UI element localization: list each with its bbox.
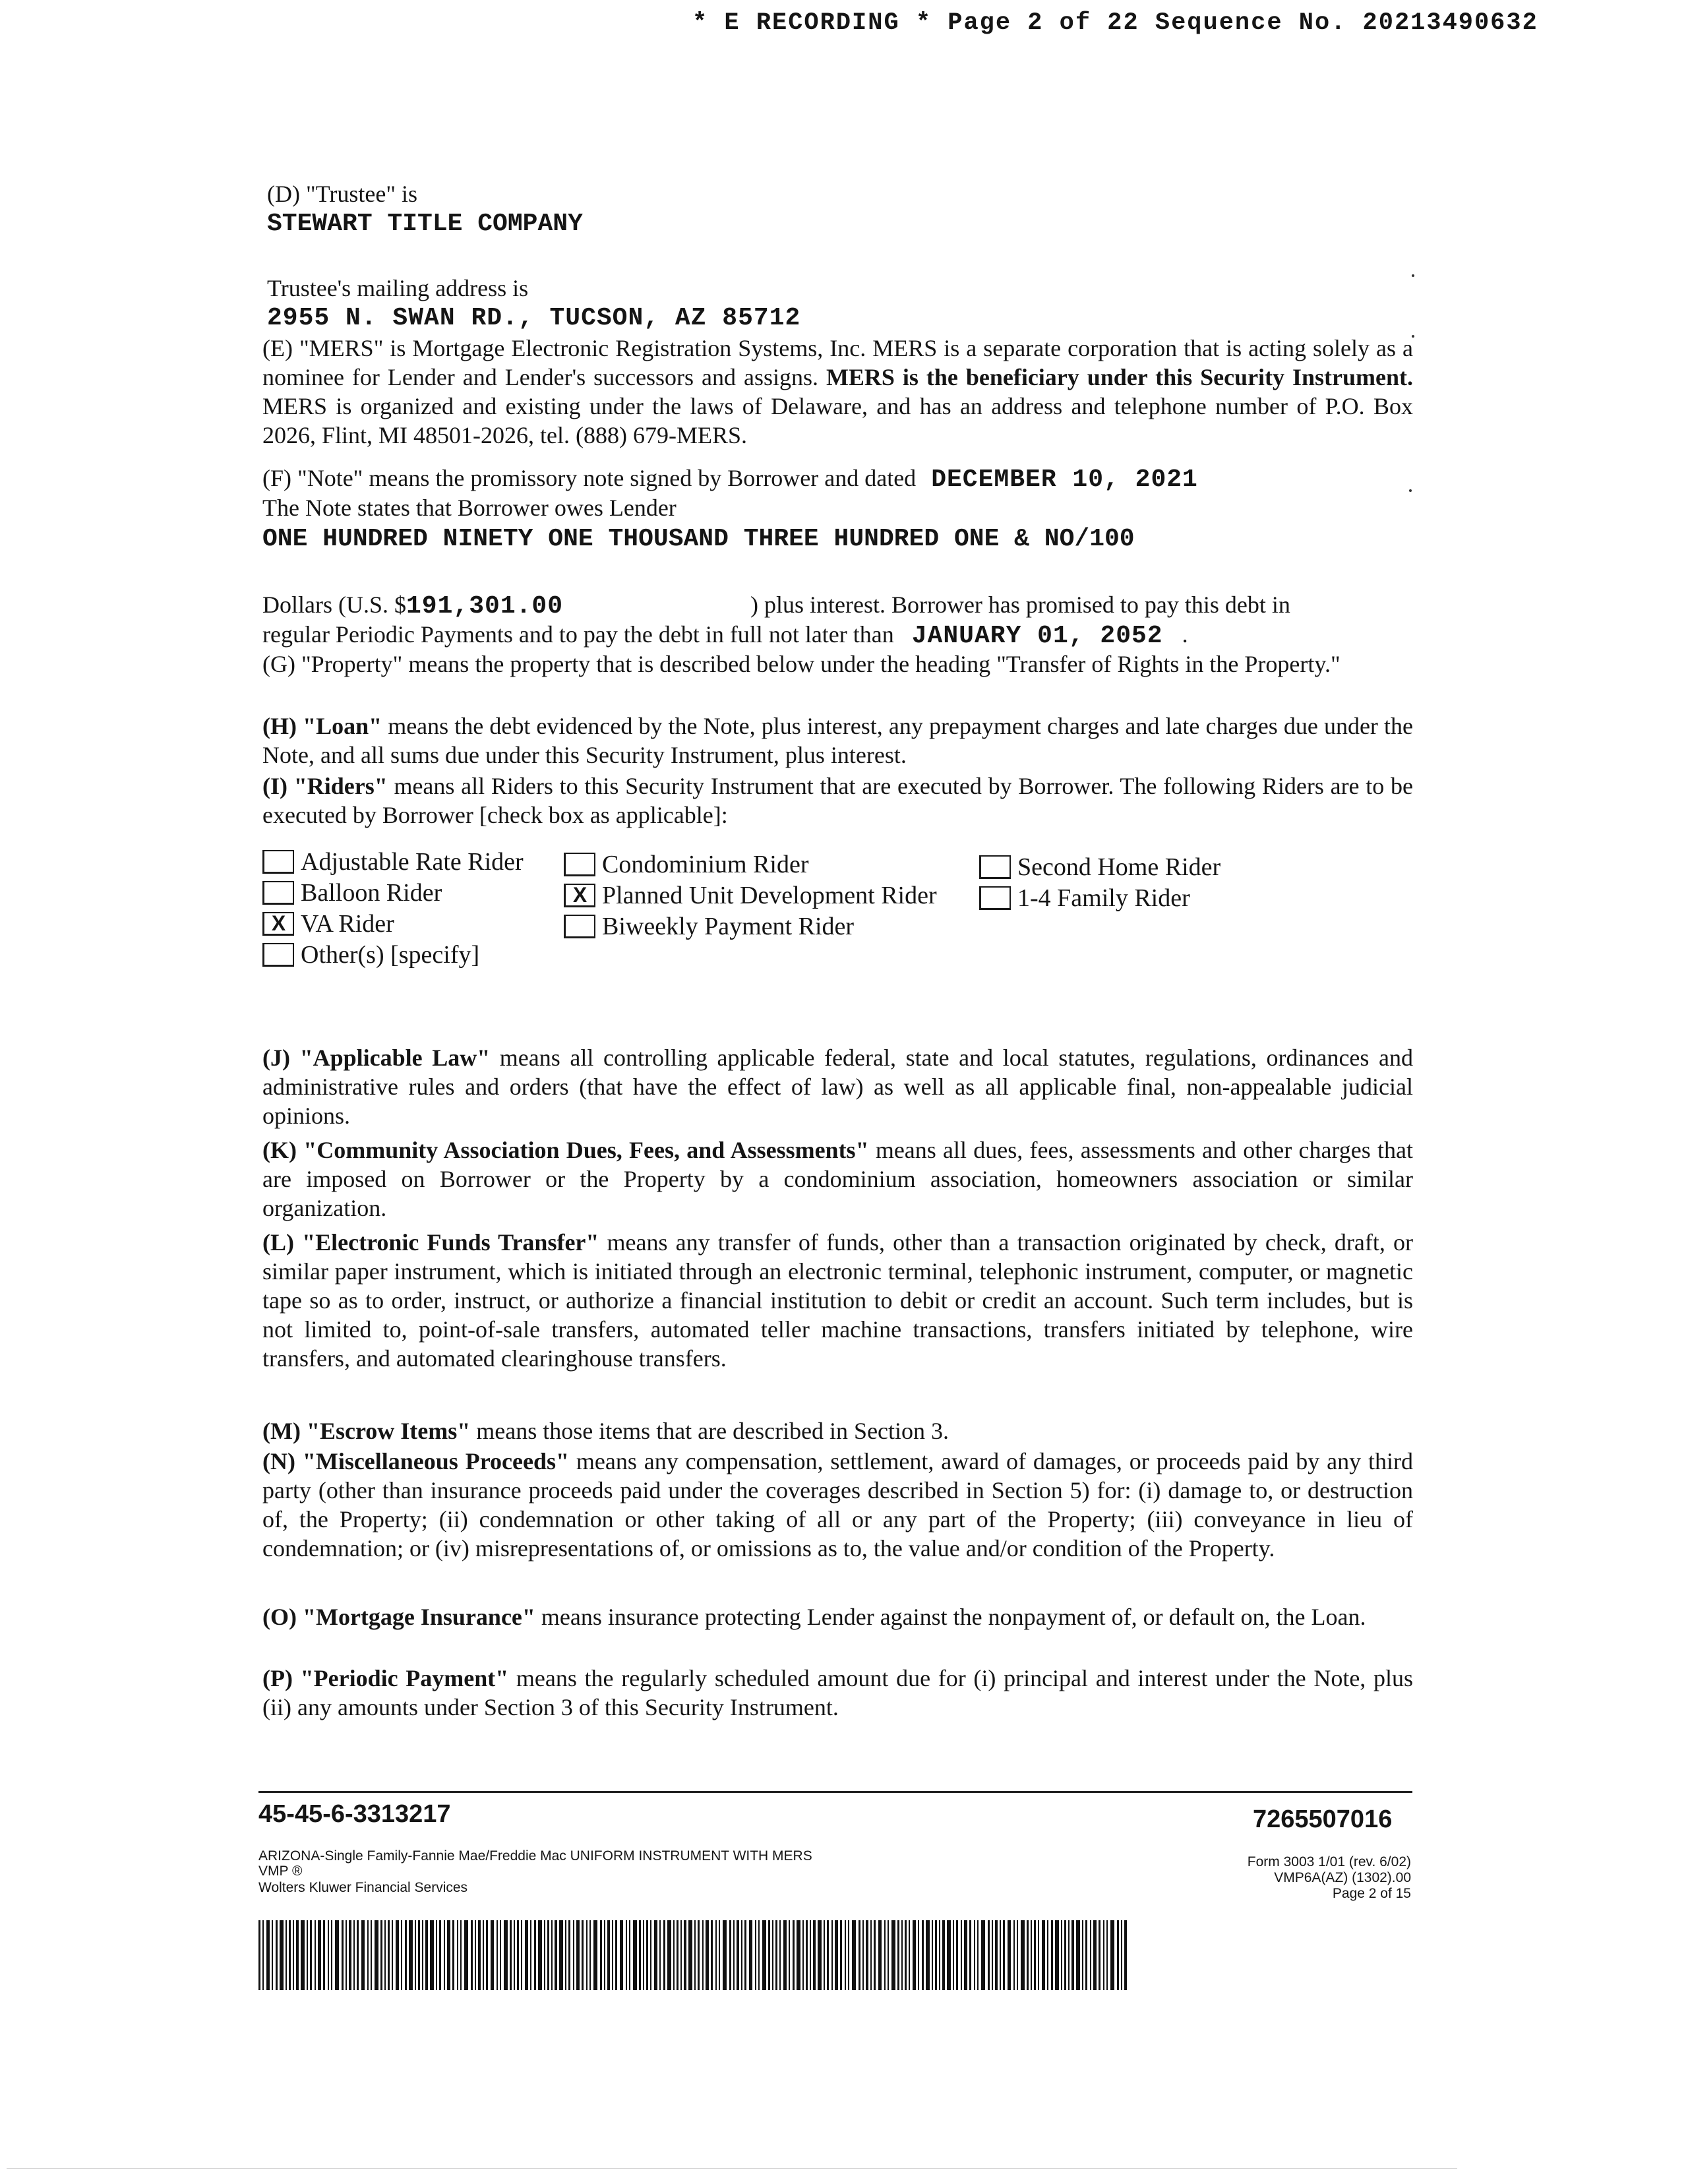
barcode-bar (698, 1920, 700, 1990)
barcode-bar (981, 1920, 985, 1990)
trustee-name: STEWART TITLE COMPANY (267, 210, 583, 238)
rider-label: Second Home Rider (1017, 853, 1221, 881)
barcode-bar (831, 1920, 833, 1990)
barcode-bar (888, 1920, 889, 1990)
barcode-bar (258, 1920, 260, 1990)
barcode-bar (870, 1920, 872, 1990)
barcode-bar (1103, 1920, 1104, 1990)
barcode-bar (1051, 1920, 1053, 1990)
mers-text-suffix: MERS is organized and existing under the laws of Delaware, and has an address and telephone number of P.O. Box 2026, Flint, MI 48501-2026, tel. (888) 679-MERS. (262, 393, 1413, 448)
barcode-bar (762, 1920, 766, 1990)
riders-definition (262, 772, 1413, 830)
checkbox-second-home[interactable] (979, 855, 1011, 879)
barcode-bar (684, 1920, 686, 1990)
barcode-bar (711, 1920, 713, 1990)
barcode-bar (667, 1920, 671, 1990)
barcode-bar (874, 1920, 876, 1990)
barcode-bar (1071, 1920, 1074, 1990)
barcode-bar (1042, 1920, 1045, 1990)
barcode-bar (586, 1920, 588, 1990)
barcode-bar (744, 1920, 746, 1990)
definition-text: means any compensation, settlement, award of damages, or proceeds paid by any third party (other than insurance proceeds paid under the coverages described in Section 5) for: (i) damage to, or destruction of, the Property; (ii) condemnation or other taking of all or any part of the Property; (iii) conveyance in lieu of condemnation; or (iv) misrepresentations of, or omissions as to, the value and/or condition of the Property. (262, 1448, 1414, 1562)
barcode-bar (715, 1920, 717, 1990)
barcode-bar (510, 1920, 512, 1990)
rider-adjustable-rate[interactable] (262, 847, 524, 877)
definition-label: (M) "Escrow Items" (262, 1418, 471, 1444)
barcode-bar (797, 1920, 800, 1990)
barcode-bar (475, 1920, 476, 1990)
footer-instrument-line3: Wolters Kluwer Financial Services (258, 1880, 468, 1895)
barcode-bar (500, 1920, 501, 1990)
loan-label: (H) "Loan" (262, 713, 382, 739)
definition-applicable-law (262, 1043, 1413, 1130)
mers-text-prefix: (E) "MERS" is Mortgage Electronic Registration Systems, Inc. MERS is a separate corporation that is acting solely as a nominee for Lender and Lender's successors and assigns. (262, 335, 1413, 390)
barcode-bar (517, 1920, 519, 1990)
barcode-bar (737, 1920, 739, 1990)
definition-text: means all controlling applicable federal, state and local statutes, regulations, ordinances and administrative rules and orders (that have the effect of law) as well as all applicable final, non-appealable judicial opinions. (262, 1045, 1414, 1129)
checkbox-condominium[interactable] (564, 853, 595, 876)
barcode-bar (806, 1920, 808, 1990)
note-dollars-prefix: Dollars (U.S. $ (262, 592, 406, 618)
barcode-bar (901, 1920, 903, 1990)
barcode-bar (1061, 1920, 1062, 1990)
barcode-bar (977, 1920, 979, 1990)
barcode-bar (768, 1920, 770, 1990)
barcode-bar (793, 1920, 795, 1990)
barcode-bar (758, 1920, 760, 1990)
barcode-bar (840, 1920, 842, 1990)
barcode-bar (262, 1920, 264, 1990)
definition-label: (P) "Periodic Payment" (262, 1665, 509, 1691)
barcode-bar (1047, 1920, 1048, 1990)
note-states: The Note states that Borrower owes Lender (262, 495, 677, 521)
definition-label: (J) "Applicable Law" (262, 1045, 491, 1071)
barcode-bar (706, 1920, 709, 1990)
barcode-bar (1124, 1920, 1127, 1990)
barcode-bar (969, 1920, 971, 1990)
mers-beneficiary-statement: MERS is the beneficiary under this Security Instrument. (826, 364, 1414, 390)
barcode-bar (779, 1920, 781, 1990)
barcode-bar (845, 1920, 846, 1990)
footer-form-line3: Page 2 of 15 (1332, 1886, 1411, 1901)
document-barcode (258, 1920, 1135, 1990)
barcode-bar (953, 1920, 954, 1990)
barcode-bar (430, 1920, 434, 1990)
note-amount: 191,301.00 (406, 592, 564, 621)
note-prefix: (F) "Note" means the promissory note signed by Borrower and dated (262, 465, 917, 491)
barcode-bar (353, 1920, 355, 1990)
barcode-bar (534, 1920, 536, 1990)
barcode-bar (789, 1920, 790, 1990)
barcode-bar (719, 1920, 720, 1990)
definition-text: means insurance protecting Lender against the nonpayment of, or default on, the Loan. (535, 1604, 1366, 1630)
barcode-bar (392, 1920, 393, 1990)
barcode-bar (897, 1920, 899, 1990)
barcode-bar (604, 1920, 605, 1990)
rider-other[interactable] (262, 940, 479, 970)
barcode-bar (1121, 1920, 1122, 1990)
note-payments-line: regular Periodic Payments and to pay the debt in full not later than JANUARY 01, 2052 . (262, 621, 1188, 650)
barcode-bar (272, 1920, 273, 1990)
checkbox-adjustable-rate[interactable] (262, 850, 294, 874)
barcode-bar (318, 1920, 321, 1990)
barcode-bar (992, 1920, 993, 1990)
barcode-bar (491, 1920, 494, 1990)
barcode-bar (280, 1920, 284, 1990)
barcode-bar (310, 1920, 312, 1990)
rider-label: Condominium Rider (602, 851, 809, 878)
footer-instrument-line2: VMP ® (258, 1864, 303, 1879)
barcode-bar (464, 1920, 468, 1990)
barcode-bar (862, 1920, 864, 1990)
barcode-bar (824, 1920, 825, 1990)
barcode-bar (810, 1920, 811, 1990)
barcode-bar (1082, 1920, 1083, 1990)
barcode-bar (576, 1920, 580, 1990)
barcode-bar (346, 1920, 347, 1990)
barcode-bar (555, 1920, 557, 1990)
barcode-bar (680, 1920, 682, 1990)
barcode-bar (654, 1920, 657, 1990)
checkbox-va[interactable]: X (262, 912, 294, 936)
definition-text: means all dues, fees, assessments and other charges that are imposed on Borrower or the Property by a condominium association, homeowners association or similar organization. (262, 1137, 1413, 1221)
barcode-bar (620, 1920, 623, 1990)
barcode-bar (749, 1920, 752, 1990)
barcode-bar (388, 1920, 390, 1990)
barcode-bar (1034, 1920, 1036, 1990)
barcode-bar (848, 1920, 849, 1990)
barcode-bar (626, 1920, 627, 1990)
barcode-bar (859, 1920, 860, 1990)
barcode-bar (775, 1920, 777, 1990)
barcode-bar (425, 1920, 428, 1990)
barcode-bar (401, 1920, 402, 1990)
note-amount-words: ONE HUNDRED NINETY ONE THOUSAND THREE HUNDRED ONE & NO/100 (262, 525, 1135, 553)
barcode-bar (905, 1920, 907, 1990)
barcode-bar (361, 1920, 365, 1990)
barcode-bar (1110, 1920, 1114, 1990)
rider-va[interactable] (262, 909, 394, 939)
barcode-bar (884, 1920, 886, 1990)
barcode-bar (688, 1920, 692, 1990)
footer-form-line1: Form 3003 1/01 (rev. 6/02) (1247, 1854, 1411, 1869)
barcode-bar (296, 1920, 299, 1990)
loan-text: means the debt evidenced by the Note, plus interest, any prepayment charges and late charges due under the Note, and all sums due under this Security Instrument, plus interest. (262, 713, 1414, 768)
barcode-bar (926, 1920, 930, 1990)
trustee-address-label: Trustee's mailing address is (267, 275, 529, 301)
loan-definition (262, 712, 1413, 770)
definition-mortgage-insurance (262, 1602, 1413, 1631)
barcode-bar (974, 1920, 975, 1990)
barcode-bar (964, 1920, 967, 1990)
barcode-bar (1093, 1920, 1097, 1990)
barcode-bar (988, 1920, 990, 1990)
barcode-bar (659, 1920, 661, 1990)
barcode-bar (593, 1920, 597, 1990)
barcode-bar (547, 1920, 549, 1990)
barcode-bar (486, 1920, 488, 1990)
definition-escrow-items (262, 1416, 1413, 1445)
barcode-bar (483, 1920, 484, 1990)
barcode-bar (514, 1920, 515, 1990)
barcode-bar (755, 1920, 756, 1990)
barcode-bar (673, 1920, 675, 1990)
note-maturity-date: JANUARY 01, 2052 (911, 622, 1163, 650)
property-text: (G) "Property" means the property that is described below under the heading "Transfer of Rights in the Property." (262, 651, 1341, 677)
barcode-bar (935, 1920, 937, 1990)
barcode-bar (633, 1920, 637, 1990)
barcode-bar (1008, 1920, 1011, 1990)
note-dollars-suffix: ) plus interest. Borrower has promised to pay this debt in (750, 592, 1290, 618)
barcode-bar (478, 1920, 481, 1990)
barcode-bar (538, 1920, 542, 1990)
barcode-bar (1085, 1920, 1087, 1990)
definition-periodic-payment (262, 1664, 1413, 1722)
rider-label: Planned Unit Development Rider (602, 882, 937, 909)
barcode-bar (328, 1920, 329, 1990)
barcode-bar (380, 1920, 382, 1990)
barcode-bar (1099, 1920, 1100, 1990)
checkbox-planned-unit-development[interactable]: X (564, 884, 595, 907)
rider-condominium[interactable] (564, 849, 809, 880)
barcode-bar (589, 1920, 591, 1990)
barcode-bar (1027, 1920, 1029, 1990)
barcode-bar (918, 1920, 919, 1990)
barcode-bar (1064, 1920, 1066, 1990)
barcode-bar (1055, 1920, 1059, 1990)
barcode-bar (349, 1920, 351, 1990)
scan-dot (1412, 274, 1414, 277)
definition-label: (L) "Electronic Funds Transfer" (262, 1229, 599, 1256)
rider-1-4-family[interactable] (979, 883, 1190, 913)
barcode-bar (497, 1920, 498, 1990)
barcode-bar (1068, 1920, 1070, 1990)
barcode-bar (573, 1920, 574, 1990)
barcode-bar (723, 1920, 727, 1990)
recording-header: * E RECORDING * Page 2 of 22 Sequence No. 20213490632 (692, 9, 1538, 37)
rider-label: Balloon Rider (301, 879, 442, 907)
barcode-bar (772, 1920, 773, 1990)
barcode-bar (323, 1920, 325, 1990)
barcode-bar (650, 1920, 651, 1990)
barcode-bar (331, 1920, 332, 1990)
barcode-bar (565, 1920, 566, 1990)
barcode-bar (852, 1920, 856, 1990)
definition-label: (K) "Community Association Dues, Fees, and Assessments" (262, 1137, 869, 1163)
barcode-bar (551, 1920, 553, 1990)
barcode-bar (293, 1920, 294, 1990)
scan-dot (1409, 489, 1412, 492)
barcode-bar (600, 1920, 602, 1990)
barcode-bar (367, 1920, 369, 1990)
barcode-bar (783, 1920, 787, 1990)
property-definition (262, 650, 1413, 679)
rider-planned-unit-development[interactable] (564, 880, 937, 911)
footer-instrument-line1: ARIZONA-Single Family-Fannie Mae/Freddie Mac UNIFORM INSTRUMENT WITH MERS (258, 1848, 812, 1864)
rider-balloon[interactable] (262, 878, 442, 908)
barcode-bar (729, 1920, 731, 1990)
rider-label: Adjustable Rate Rider (301, 848, 524, 876)
footer-rule (258, 1791, 1412, 1793)
barcode-bar (409, 1920, 413, 1990)
barcode-bar (1076, 1920, 1080, 1990)
barcode-bar (663, 1920, 665, 1990)
barcode-bar (289, 1920, 291, 1990)
barcode-bar (521, 1920, 522, 1990)
barcode-bar (307, 1920, 308, 1990)
trustee-address: 2955 N. SWAN RD., TUCSON, AZ 85712 (267, 304, 801, 332)
barcode-bar (375, 1920, 378, 1990)
barcode-bar (629, 1920, 630, 1990)
barcode-bar (956, 1920, 958, 1990)
barcode-bar (1003, 1920, 1005, 1990)
barcode-bar (922, 1920, 924, 1990)
barcode-bar (1090, 1920, 1091, 1990)
barcode-bar (544, 1920, 545, 1990)
barcode-bar (942, 1920, 945, 1990)
barcode-bar (878, 1920, 882, 1990)
barcode-bar (677, 1920, 678, 1990)
barcode-bar (384, 1920, 386, 1990)
barcode-bar (405, 1920, 407, 1990)
barcode-bar (939, 1920, 940, 1990)
mers-definition (262, 334, 1413, 450)
barcode-bar (266, 1920, 270, 1990)
barcode-bar (301, 1920, 305, 1990)
footer-form-line2: VMP6A(AZ) (1302).00 (1274, 1870, 1411, 1885)
barcode-bar (396, 1920, 399, 1990)
definition-text: means the regularly scheduled amount due for (i) principal and interest under the Note, plus (ii) any amounts under Section 3 of this Security Instrument. (262, 1665, 1413, 1720)
rider-second-home[interactable] (979, 852, 1221, 882)
barcode-bar (439, 1920, 441, 1990)
note-date: DECEMBER 10, 2021 (931, 466, 1198, 494)
barcode-bar (639, 1920, 641, 1990)
barcode-bar (342, 1920, 344, 1990)
barcode-bar (447, 1920, 450, 1990)
barcode-bar (932, 1920, 933, 1990)
barcode-bar (452, 1920, 454, 1990)
barcode-bar (694, 1920, 696, 1990)
barcode-bar (530, 1920, 531, 1990)
barcode-bar (418, 1920, 420, 1990)
barcode-bar (471, 1920, 473, 1990)
checkbox-1-4-family[interactable] (979, 886, 1011, 910)
rider-label: Biweekly Payment Rider (602, 913, 855, 940)
barcode-bar (371, 1920, 372, 1990)
barcode-bar (947, 1920, 951, 1990)
barcode-bar (315, 1920, 316, 1990)
barcode-bar (891, 1920, 895, 1990)
barcode-bar (1117, 1920, 1119, 1990)
barcode-bar (612, 1920, 613, 1990)
barcode-bar (357, 1920, 359, 1990)
barcode-bar (995, 1920, 998, 1990)
note-dollars-line (262, 590, 1413, 621)
checkbox-balloon[interactable] (262, 881, 294, 905)
barcode-bar (582, 1920, 584, 1990)
riders-label: (I) "Riders" (262, 773, 388, 799)
checkbox-other[interactable] (262, 943, 294, 967)
barcode-bar (827, 1920, 829, 1990)
barcode-bar (961, 1920, 962, 1990)
rider-label: 1-4 Family Rider (1017, 884, 1190, 912)
rider-label: VA Rider (301, 910, 394, 938)
barcode-bar (741, 1920, 742, 1990)
barcode-bar (276, 1920, 278, 1990)
barcode-bar (286, 1920, 287, 1990)
definition-label: (O) "Mortgage Insurance" (262, 1604, 535, 1630)
footer-document-number: 7265507016 (1253, 1805, 1393, 1833)
barcode-bar (733, 1920, 735, 1990)
barcode-bar (802, 1920, 804, 1990)
barcode-bar (1000, 1920, 1001, 1990)
note-definition (262, 464, 1198, 495)
barcode-bar (909, 1920, 910, 1990)
barcode-bar (444, 1920, 445, 1990)
definition-electronic-funds-transfer (262, 1228, 1413, 1373)
barcode-bar (335, 1920, 339, 1990)
note-payments-text: regular Periodic Payments and to pay the debt in full not later than (262, 621, 894, 648)
barcode-bar (415, 1920, 416, 1990)
barcode-bar (615, 1920, 617, 1990)
barcode-bar (436, 1920, 437, 1990)
barcode-bar (1106, 1920, 1108, 1990)
checkbox-biweekly-payment[interactable] (564, 915, 595, 938)
definition-text: means those items that are described in Section 3. (470, 1418, 950, 1444)
footer-loan-number: 45-45-6-3313217 (258, 1800, 451, 1828)
barcode-bar (422, 1920, 423, 1990)
definition-label: (N) "Miscellaneous Proceeds" (262, 1448, 569, 1474)
barcode-bar (1021, 1920, 1025, 1990)
barcode-bar (813, 1920, 816, 1990)
barcode-bar (460, 1920, 462, 1990)
definition-text: means any transfer of funds, other than a transaction originated by check, draft, or similar paper instrument, which is initiated through an electronic terminal, telephonic instrument, computer, or magnetic tape so as to order, instruct, or authorize a financial institution to debit or credit an account. Such term includes, but is not limited to, point-of-sale transfers, automated teller machine transactions, transfers initiated by telephone, wire transfers, and automated clearinghouse transfers. (262, 1229, 1413, 1372)
riders-text: means all Riders to this Security Instrument that are executed by Borrower. The following Riders are to be executed by Borrower [check box as applicable]: (262, 773, 1414, 828)
barcode-bar (643, 1920, 644, 1990)
barcode-bar (559, 1920, 563, 1990)
barcode-bar (568, 1920, 570, 1990)
scan-artifact-line (7, 2168, 1457, 2169)
barcode-bar (818, 1920, 822, 1990)
rider-biweekly-payment[interactable] (564, 911, 854, 942)
barcode-bar (646, 1920, 648, 1990)
barcode-bar (702, 1920, 704, 1990)
barcode-bar (835, 1920, 838, 1990)
barcode-bar (866, 1920, 868, 1990)
barcode-bar (607, 1920, 610, 1990)
definition-miscellaneous-proceeds (262, 1447, 1413, 1563)
barcode-bar (457, 1920, 458, 1990)
barcode-bar (913, 1920, 916, 1990)
barcode-bar (504, 1920, 508, 1990)
barcode-bar (1013, 1920, 1015, 1990)
barcode-bar (1038, 1920, 1039, 1990)
barcode-bar (525, 1920, 528, 1990)
rider-label: Other(s) [specify] (301, 941, 480, 969)
barcode-bar (1017, 1920, 1018, 1990)
barcode-bar (1031, 1920, 1032, 1990)
trustee-label: (D) "Trustee" is (267, 181, 418, 207)
definition-community-association-dues (262, 1136, 1413, 1223)
